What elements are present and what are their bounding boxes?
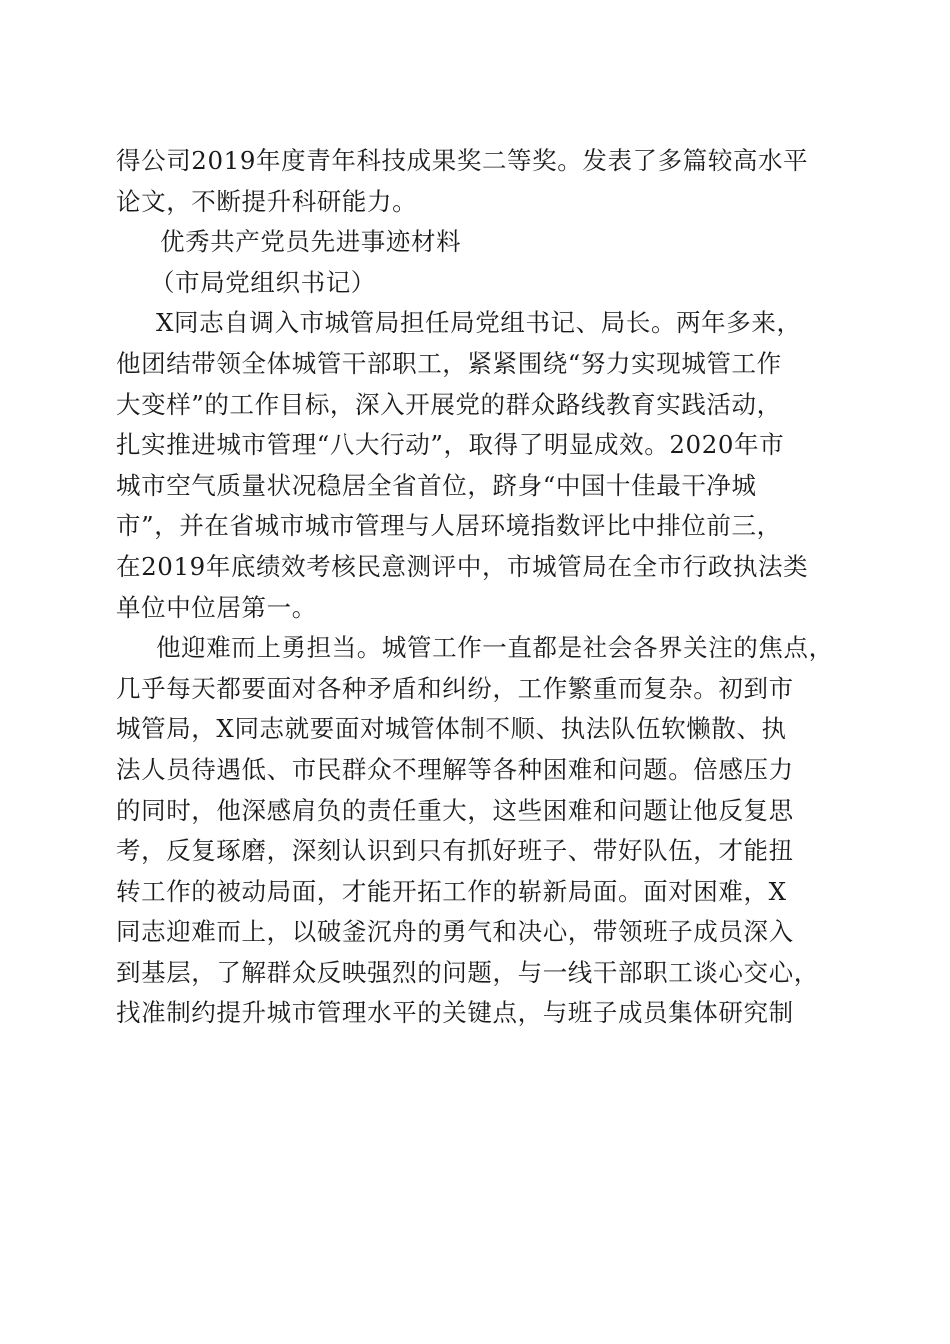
text-line: X同志自调入市城管局担任局党组书记、局长。两年多来，	[156, 308, 802, 338]
text-line: 同志迎难而上，以破釜沉舟的勇气和决心，带领班子成员深入	[116, 917, 794, 947]
text-line: 大变样”的工作目标，深入开展党的群众路线教育实践活动，	[116, 389, 782, 419]
text-line: 到基层，了解群众反映强烈的问题，与一线干部职工谈心交心，	[116, 957, 819, 987]
text-line: 转工作的被动局面，才能开拓工作的崭新局面。面对困难，X	[116, 876, 787, 906]
text-line: 的同时，他深感肩负的责任重大，这些困难和问题让他反复思	[116, 795, 794, 825]
text-line: 城管局，X同志就要面对城管体制不顺、执法队伍软懒散、执	[116, 714, 787, 744]
text-line: 他迎难而上勇担当。城管工作一直都是社会各界关注的焦点，	[156, 633, 834, 663]
text-line: 得公司2019年度青年科技成果奖二等奖。发表了多篇较高水平	[116, 146, 809, 175]
text-line: 法人员待遇低、市民群众不理解等各种困难和问题。倍感压力	[116, 754, 794, 784]
document-body	[116, 141, 836, 1034]
text-line: 他团结带领全体城管干部职工，紧紧围绕“努力实现城管工作	[116, 348, 782, 378]
document-title: 优秀共产党员先进事迹材料	[160, 227, 462, 257]
text-line: 单位中位居第一。	[116, 592, 317, 622]
text-line: 几乎每天都要面对各种矛盾和纠纷，工作繁重而复杂。初到市	[116, 673, 794, 703]
text-line: 找准制约提升城市管理水平的关键点，与班子成员集体研究制	[116, 998, 794, 1028]
text-line: 扎实推进城市管理“八大行动”，取得了明显成效。2020年市	[116, 430, 785, 460]
document-subtitle: （市局党组织书记）	[150, 267, 376, 297]
text-line: 城市空气质量状况稳居全省首位，跻身“中国十佳最干净城	[116, 470, 757, 500]
text-line: 在2019年底绩效考核民意测评中，市城管局在全市行政执法类	[116, 551, 809, 581]
text-line: 论文，不断提升科研能力。	[116, 186, 418, 216]
text-line: 考，反复琢磨，深刻认识到只有抓好班子、带好队伍，才能扭	[116, 836, 794, 866]
text-line: 市”，并在省城市城市管理与人居环境指数评比中排位前三，	[116, 511, 782, 541]
